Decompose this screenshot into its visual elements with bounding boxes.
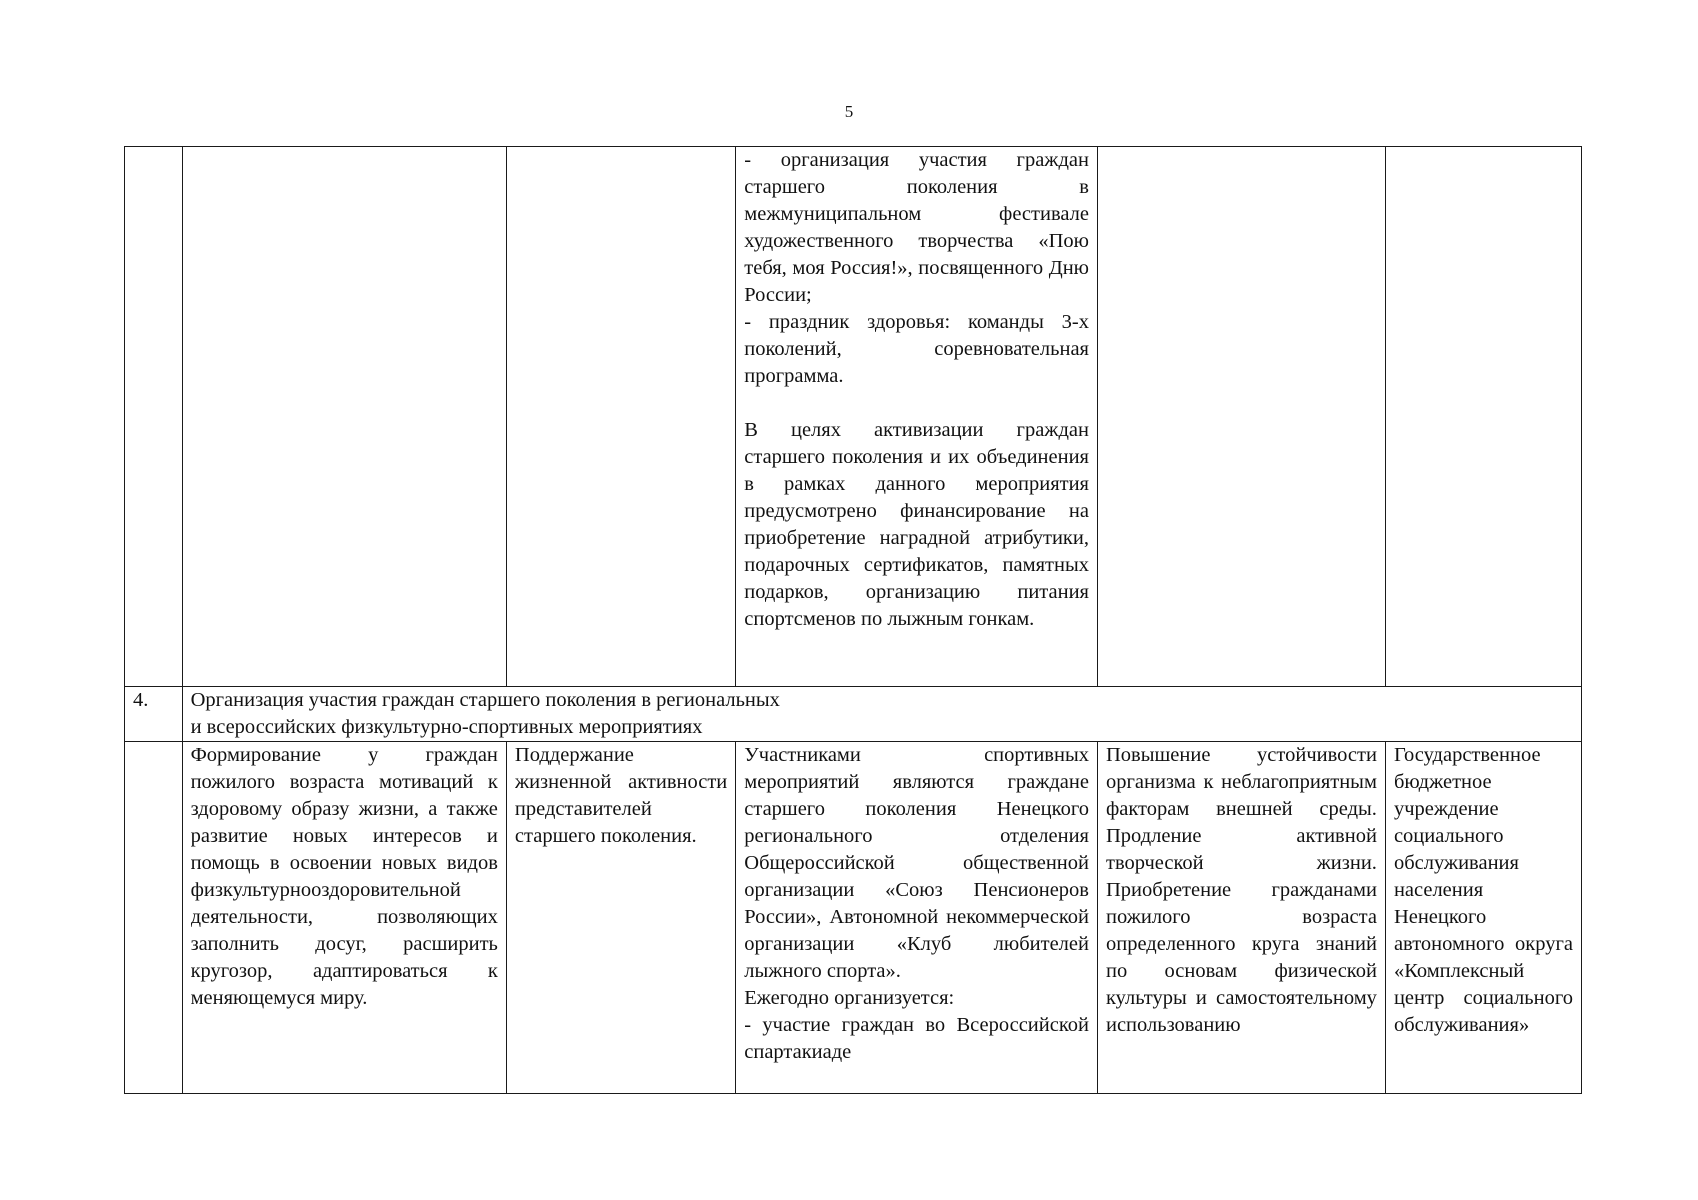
description-paragraph: Ежегодно организуется: — [744, 987, 955, 1009]
description-text — [744, 742, 1089, 1093]
table-row-continuation — [125, 147, 1582, 687]
cell-result-empty — [1097, 147, 1385, 687]
table-row-section-heading — [125, 687, 1582, 742]
section-title-line-1: Организация участия граждан старшего поколения в региональных — [190, 689, 780, 711]
description-paragraph: - организация участия граждан старшего поколения в межмуниципальном фестивале художественного творчества «Пою тебя, моя Россия!», посвященного Дню России; — [744, 149, 1089, 306]
section-number: 4. — [125, 687, 183, 742]
cell-executor — [1385, 742, 1581, 1094]
cell-number-empty — [125, 147, 183, 687]
cell-executor-empty — [1385, 147, 1581, 687]
cell-description — [736, 742, 1098, 1094]
cell-task-empty — [182, 147, 506, 687]
program-table — [124, 146, 1582, 1094]
description-paragraph: Участниками спортивных мероприятий являются граждане старшего поколения Ненецкого регионального отделения Общероссийской общественной организации «Союз Пенсионеров России», Автономной некоммерческой организации «Клуб любителей лыжного спорта». — [744, 744, 1089, 982]
description-text — [744, 147, 1089, 686]
section-title — [182, 687, 1581, 742]
task-text: Формирование у граждан пожилого возраста мотиваций к здоровому образу жизни, а также развитие новых интересов и помощь в освоении новых видов физкультурноoздоровительной деятельности, позволяющих заполнить досуг, расширить кругозор, адаптироваться к меняющемуся миру. — [190, 744, 498, 1009]
cell-description-continuation — [736, 147, 1098, 687]
section-title-line-2: и всероссийских физкультурно-спортивных мероприятиях — [190, 716, 703, 738]
table-row-section-4 — [125, 742, 1582, 1094]
executor-text: Государственное бюджетное учреждение социального обслуживания населения Ненецкого автономного округа «Комплексный центр социального обслуживания» — [1393, 744, 1573, 1036]
description-paragraph: В целях активизации граждан старшего поколения и их объединения в рамках данного мероприятия предусмотрено финансирование на приобретение наградной атрибутики, подарочных сертификатов, памятных подарков, организацию питания спортсменов по лыжным гонкам. — [744, 419, 1089, 630]
cell-number-empty — [125, 742, 183, 1094]
description-paragraph: - праздник здоровья: команды 3-х поколений, соревновательная программа. — [744, 311, 1089, 387]
result-text: Повышение устойчивости организма к неблагоприятным факторам внешней среды. Продление активной творческой жизни. Приобретение гражданами пожилого возраста определенного круга знаний по основам физической культуры и самостоятельному использованию — [1105, 744, 1377, 1036]
cell-task — [182, 742, 506, 1094]
description-paragraph: - участие граждан во Всероссийской спартакиаде — [744, 1014, 1089, 1063]
goal-text: Поддержание жизненной активности представителей старшего поколения. — [514, 744, 728, 847]
cell-result — [1097, 742, 1385, 1094]
cell-goal-empty — [506, 147, 735, 687]
page-number: 5 — [844, 102, 854, 121]
paragraph-gap — [744, 390, 1089, 417]
cell-goal — [506, 742, 735, 1094]
